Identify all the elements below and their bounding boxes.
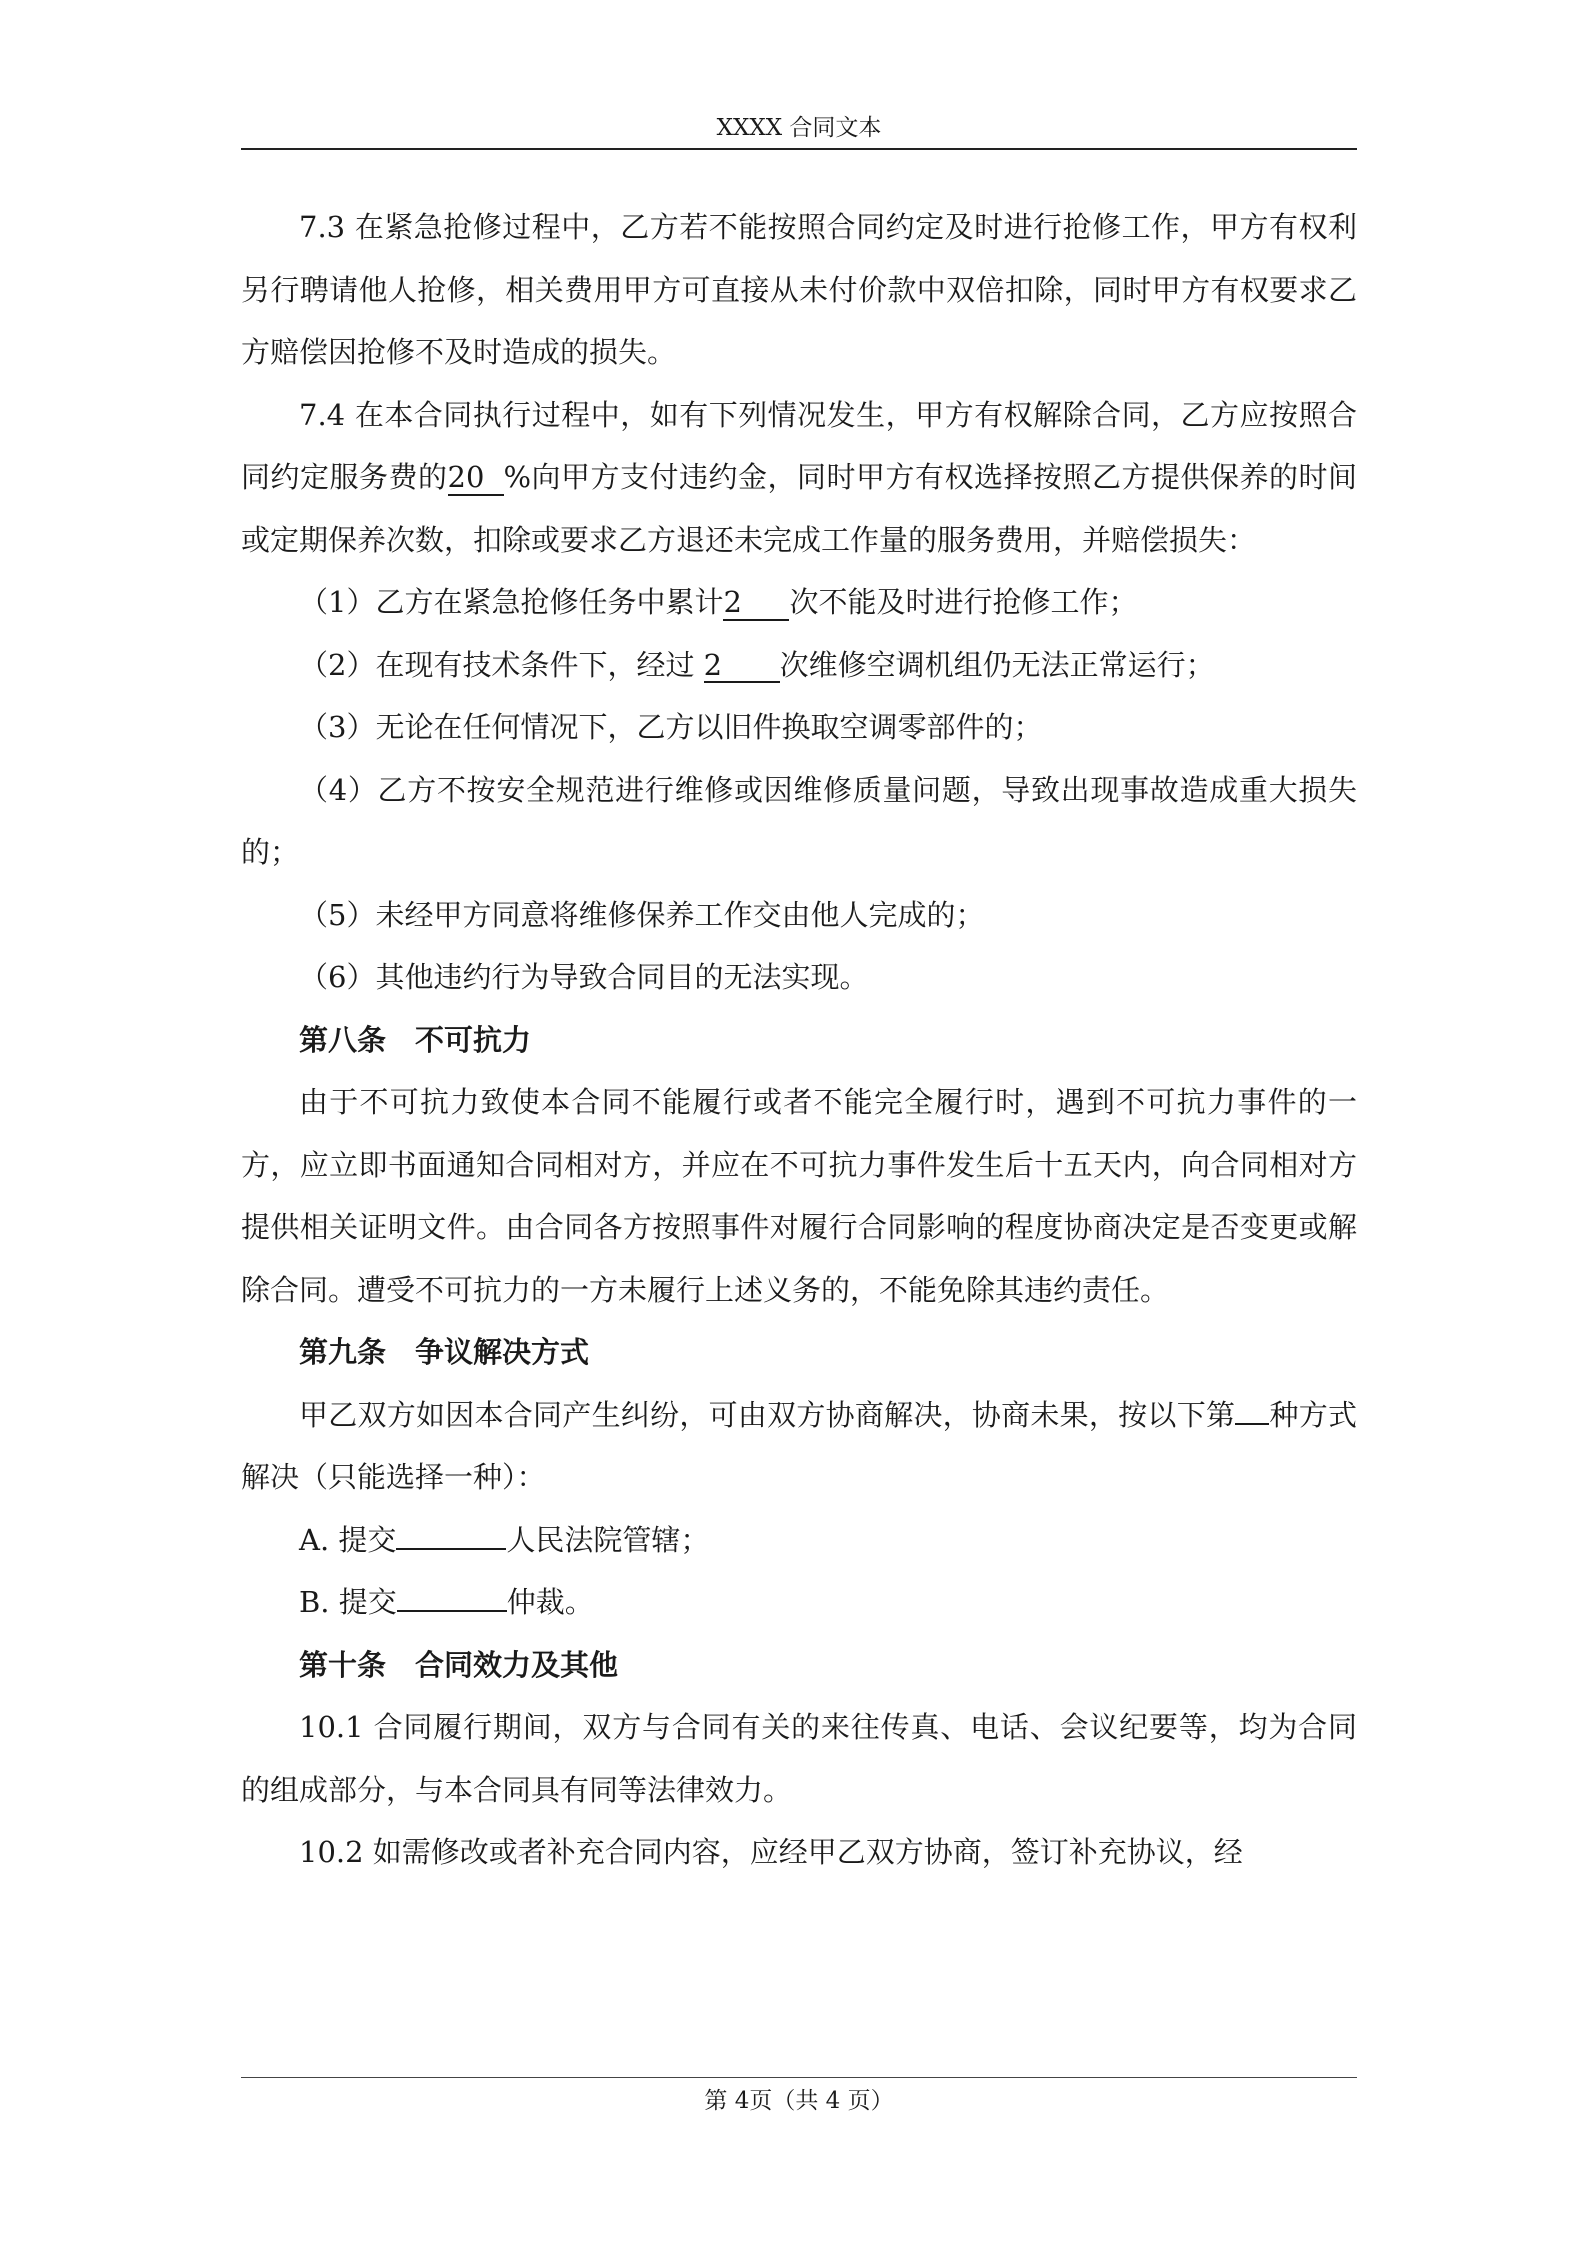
list-item-5: （5）未经甲方同意将维修保养工作交由他人完成的； [299,897,985,932]
list-item-1: （1）乙方在紧急抢修任务中累计2 次不能及时进行抢修工作； [299,585,1138,619]
clause-7-4-post: %向甲方支付违约金，同时甲方有权选择按照乙方提供保养的时间或定期保养次数，扣除或要求乙方退还未完成工作量的服务费用，并赔偿损失： [241,460,1357,557]
clause-7-4 [241,384,1357,572]
document-body [241,196,1357,1884]
article-8-heading: 第八条 不可抗力 [299,1022,532,1057]
emergency-count-blank: 2 [723,587,789,621]
arbitration-blank [397,1610,507,1612]
header-title: XXXX 合同文本 [716,115,882,141]
article-10-heading: 第十条 合同效力及其他 [299,1647,619,1682]
footer-divider [241,2077,1357,2078]
list-item-3: （3）无论在任何情况下，乙方以旧件换取空调零部件的； [299,710,1043,744]
dispute-method-blank [1235,1423,1269,1425]
page-header [241,108,1357,150]
option-a: A. 提交 人民法院管辖； [299,1522,710,1557]
list-item-4: （4）乙方不按安全规范进行维修或因维修质量问题，导致出现事故造成重大损失的； [241,772,1357,869]
list-item-2: （2）在现有技术条件下，经过 2 次维修空调机组仍无法正常运行； [299,647,1215,682]
option-b: B. 提交 仲裁。 [299,1585,594,1619]
list-item-6: （6）其他违约行为导致合同目的无法实现。 [299,960,869,994]
article-9-heading: 第九条 争议解决方式 [299,1335,590,1369]
penalty-percent-blank: 20 [448,462,504,496]
clause-10-1: 10.1 合同履行期间，双方与合同有关的来往传真、电话、会议纪要等，均为合同的组成部分，与本合同具有同等法律效力。 [241,1710,1357,1807]
repair-count-blank: 2 [704,650,780,684]
clause-7-3: 7.3 在紧急抢修过程中，乙方若不能按照合同约定及时进行抢修工作，甲方有权利另行聘请他人抢修，相关费用甲方可直接从未付价款中双倍扣除，同时甲方有权要求乙方赔偿因抢修不及时造成的损失。 [241,210,1357,369]
page-footer [241,2083,1357,2119]
article-9-text: 甲乙双方如因本合同产生纠纷，可由双方协商解决，协商未果，按以下第 种方式解决（只能选择一种）： [241,1397,1357,1494]
article-8-text: 由于不可抗力致使本合同不能履行或者不能完全履行时，遇到不可抗力事件的一方，应立即书面通知合同相对方，并应在不可抗力事件发生后十五天内，向合同相对方提供相关证明文件。由合同各方按照事件对履行合同影响的程度协商决定是否变更或解除合同。遭受不可抗力的一方未履行上述义务的，不能免除其违约责任。 [241,1085,1357,1307]
clause-10-2: 10.2 如需修改或者补充合同内容，应经甲乙双方协商，签订补充协议，经 [299,1835,1243,1869]
court-blank [396,1548,506,1550]
clause-7-4-pre: 7.4 在本合同执行过程中，如有下列情况发生，甲方有权解除合同，乙方应按照合同约定服务费的 [241,397,1357,494]
page-number: 第 4页（共 4 页） [704,2088,894,2114]
